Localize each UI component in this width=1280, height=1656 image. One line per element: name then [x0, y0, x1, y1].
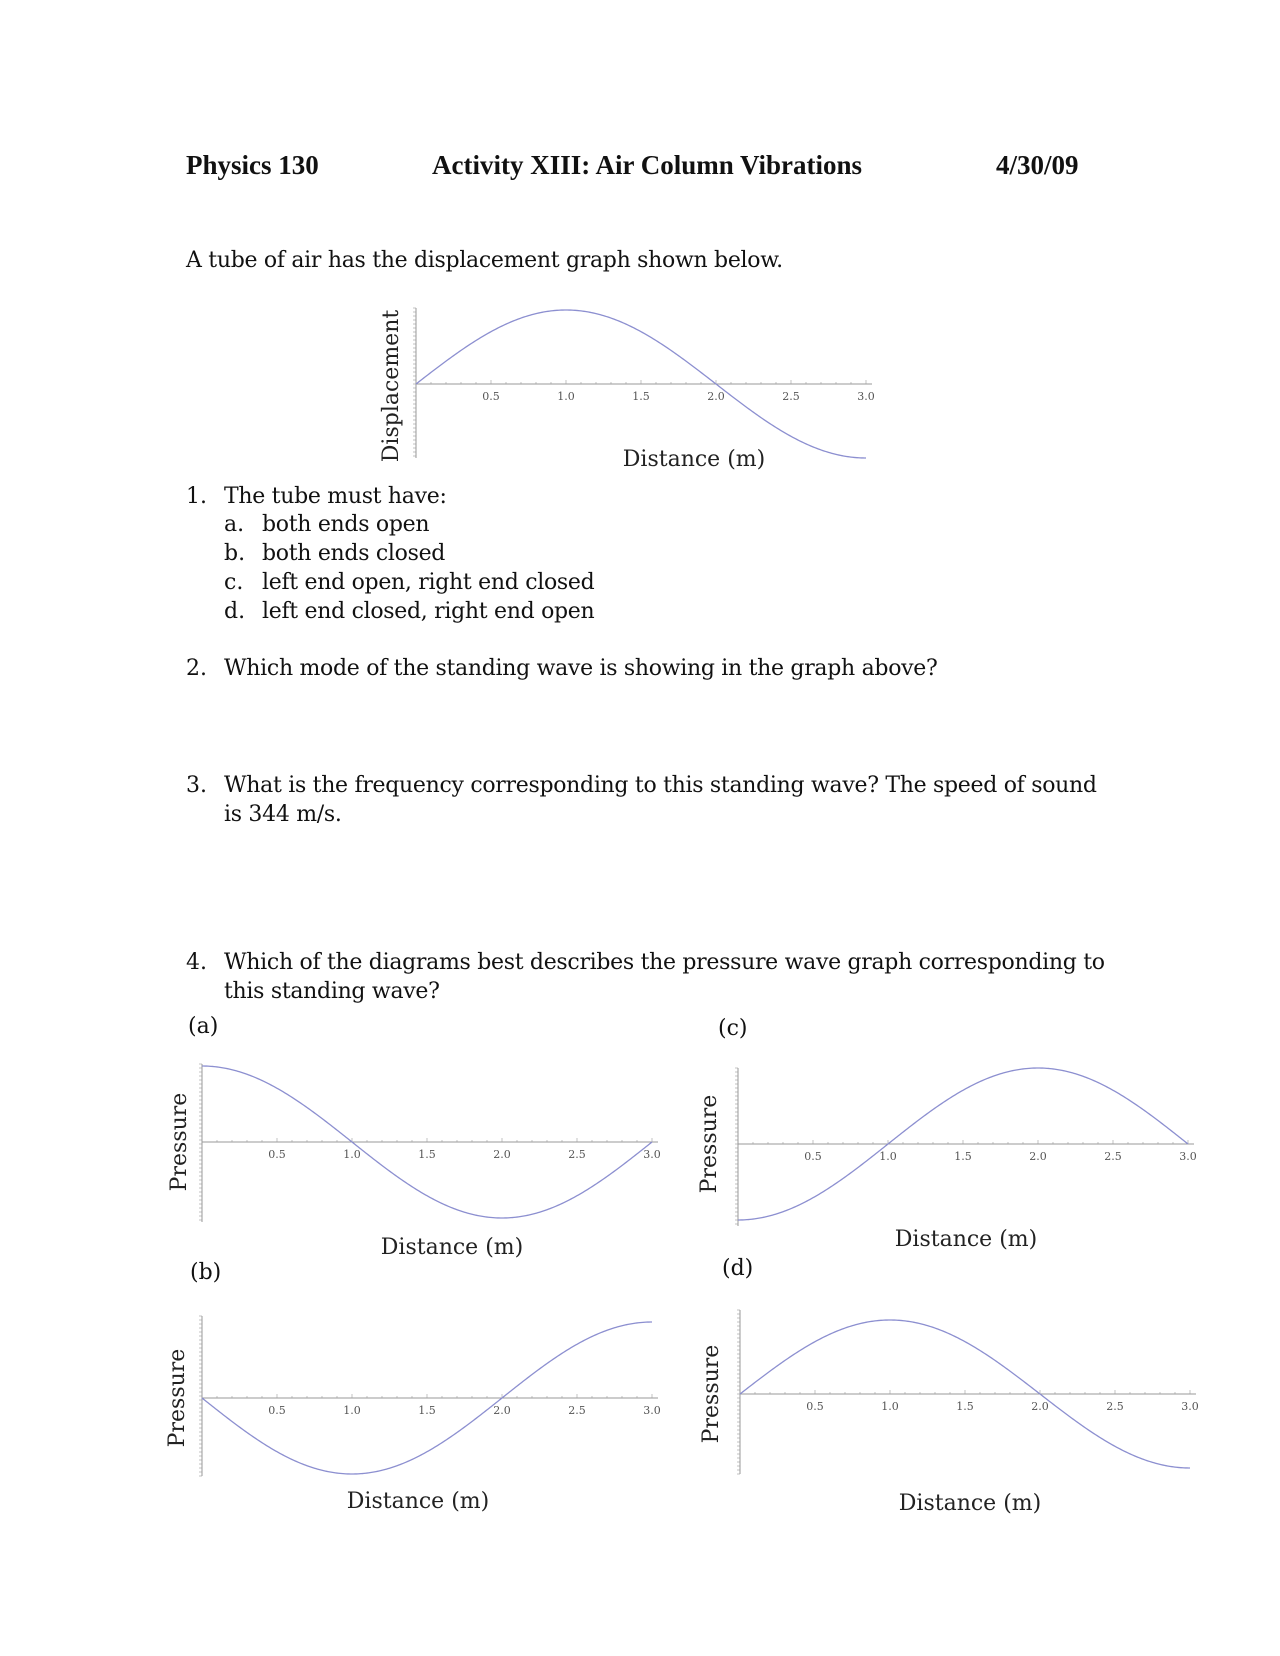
y-axis-label: Pressure: [165, 1348, 190, 1448]
x-axis-label: Distance (m): [898, 1491, 1042, 1516]
question-3-text-line-1: What is the frequency corresponding to this standing wave? The speed of sound: [224, 773, 1097, 798]
pressure-chart-a: [160, 1050, 670, 1260]
question-2-number: 2.: [186, 656, 207, 681]
y-axis-label: Displacement: [379, 309, 404, 463]
question-4-number: 4.: [186, 950, 207, 975]
x-tick-label: 3.0: [857, 390, 875, 403]
x-tick-label: 2.0: [493, 1404, 511, 1417]
y-axis-label: Pressure: [699, 1344, 724, 1444]
x-tick-label: 1.0: [343, 1404, 361, 1417]
pressure-chart-b: [156, 1298, 666, 1528]
option-d-text: left end closed, right end open: [262, 599, 595, 624]
x-tick-label: 1.5: [956, 1400, 974, 1413]
x-tick-label: 3.0: [1179, 1150, 1197, 1163]
x-tick-label: 2.5: [1104, 1150, 1122, 1163]
option-c-letter: c.: [224, 570, 244, 595]
x-tick-label: 2.5: [568, 1404, 586, 1417]
date: 4/30/09: [996, 150, 1079, 180]
question-4-text-line-1: Which of the diagrams best describes the pressure wave graph corresponding to: [224, 950, 1105, 975]
x-axis-label: Distance (m): [346, 1489, 490, 1514]
x-tick-label: 1.0: [881, 1400, 899, 1413]
x-tick-label: 1.0: [343, 1148, 361, 1161]
option-b-letter: b.: [224, 541, 246, 566]
option-d-letter: d.: [224, 599, 246, 624]
x-axis-label: Distance (m): [894, 1227, 1038, 1252]
option-b-text: both ends closed: [262, 541, 446, 566]
x-tick-label: 2.5: [568, 1148, 586, 1161]
x-axis-label: Distance (m): [380, 1235, 524, 1260]
question-3-number: 3.: [186, 773, 207, 798]
displacement-chart: [368, 300, 888, 480]
x-tick-label: 1.5: [418, 1148, 436, 1161]
course-name: Physics 130: [186, 150, 319, 180]
option-a-text: both ends open: [262, 512, 430, 537]
x-tick-label: 1.5: [632, 390, 650, 403]
x-tick-label: 0.5: [268, 1148, 286, 1161]
x-tick-label: 1.0: [879, 1150, 897, 1163]
x-tick-label: 1.0: [557, 390, 575, 403]
y-axis-label: Pressure: [167, 1092, 192, 1192]
x-tick-label: 3.0: [643, 1404, 661, 1417]
x-tick-label: 2.0: [707, 390, 725, 403]
x-tick-label: 0.5: [806, 1400, 824, 1413]
question-3-text-line-2: is 344 m/s.: [224, 802, 342, 827]
y-axis-label: Pressure: [697, 1094, 722, 1194]
question-4-text-line-2: this standing wave?: [224, 979, 440, 1004]
diagram-b-label: (b): [190, 1260, 222, 1285]
intro-text: A tube of air has the displacement graph shown below.: [186, 248, 783, 273]
x-tick-label: 3.0: [643, 1148, 661, 1161]
x-tick-label: 2.0: [1029, 1150, 1047, 1163]
option-c-text: left end open, right end closed: [262, 570, 595, 595]
x-tick-label: 3.0: [1181, 1400, 1199, 1413]
x-tick-label: 1.5: [954, 1150, 972, 1163]
diagram-c-label: (c): [718, 1016, 748, 1041]
x-tick-label: 0.5: [482, 390, 500, 403]
x-axis-label: Distance (m): [622, 447, 766, 472]
x-tick-label: 1.5: [418, 1404, 436, 1417]
question-1-text: The tube must have:: [224, 484, 447, 509]
diagram-a-label: (a): [188, 1014, 219, 1039]
x-tick-label: 2.5: [1106, 1400, 1124, 1413]
option-a-letter: a.: [224, 512, 245, 537]
pressure-chart-d: [690, 1296, 1200, 1526]
diagram-d-label: (d): [722, 1256, 754, 1281]
x-tick-label: 2.0: [493, 1148, 511, 1161]
question-2-text: Which mode of the standing wave is showing in the graph above?: [224, 656, 938, 681]
x-tick-label: 2.5: [782, 390, 800, 403]
pressure-chart-c: [688, 1050, 1198, 1250]
x-tick-label: 2.0: [1031, 1400, 1049, 1413]
x-tick-label: 0.5: [804, 1150, 822, 1163]
page-title: Activity XIII: Air Column Vibrations: [432, 150, 863, 180]
x-tick-label: 0.5: [268, 1404, 286, 1417]
question-1-number: 1.: [186, 484, 207, 509]
